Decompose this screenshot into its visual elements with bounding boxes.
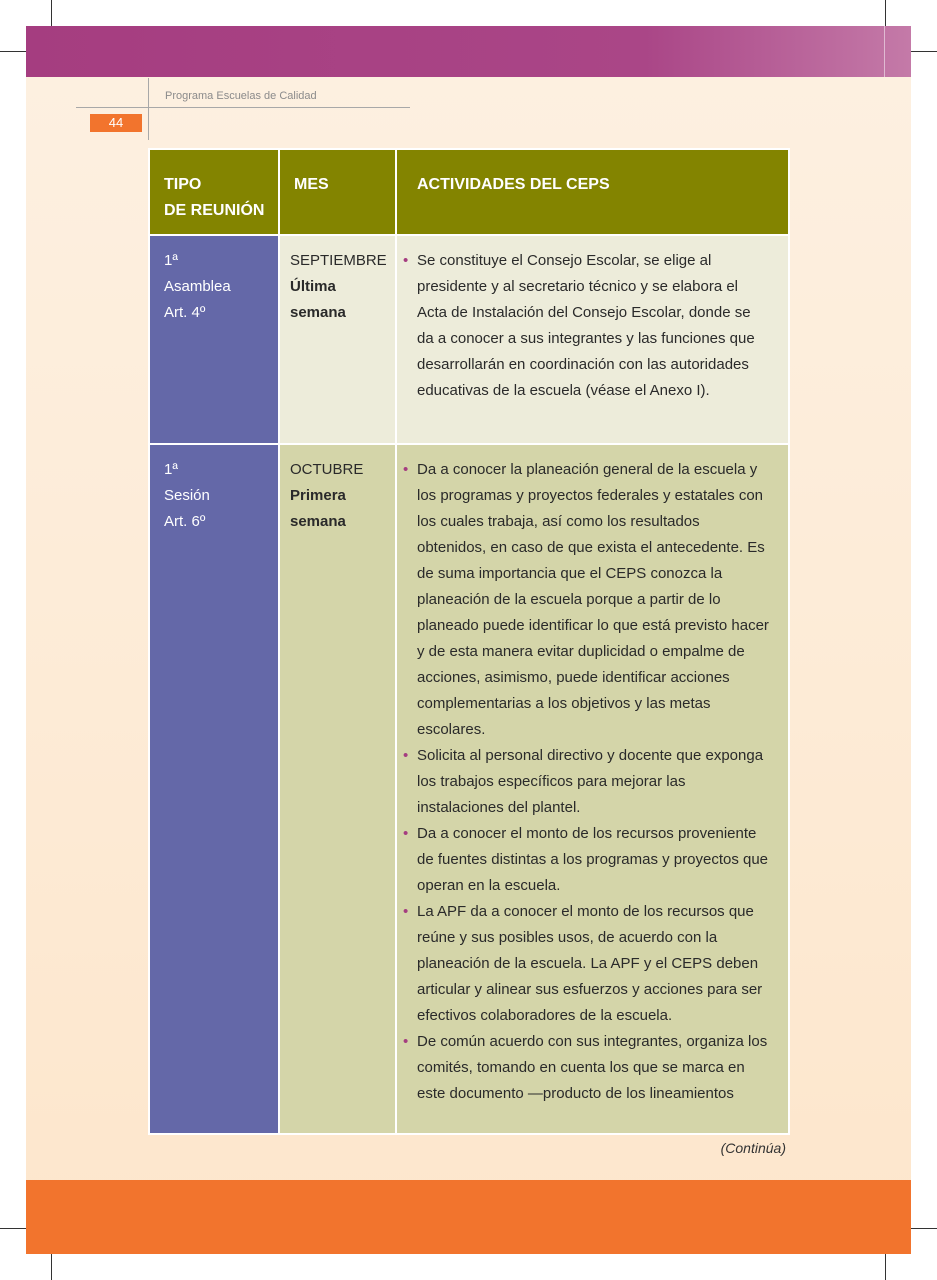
- crop-mark: [0, 1228, 26, 1229]
- header-mes: [279, 149, 396, 235]
- activities-list: [397, 445, 788, 1107]
- tipo-kind: Sesión: [164, 487, 210, 504]
- cell-mes: [279, 444, 396, 1134]
- tipo-kind: Asamblea: [164, 278, 231, 295]
- mes-week-label: semana: [290, 513, 346, 530]
- list-item: • De común acuerdo con sus integrantes, organiza los comités, tomando en cuenta los que se marca en este documento —producto de los lineamientos: [417, 1029, 770, 1107]
- header-actividades: [396, 149, 789, 235]
- cell-actividades: [396, 444, 789, 1134]
- crop-mark: [0, 51, 26, 52]
- crop-mark: [911, 1228, 937, 1229]
- header-rule: [76, 107, 410, 108]
- table-row: [149, 235, 789, 444]
- mes-week-ordinal: Última: [290, 278, 336, 295]
- ceps-activities-table: [148, 148, 790, 1135]
- mes-month: SEPTIEMBRE: [290, 252, 387, 269]
- tipo-ordinal: 1ª: [164, 252, 178, 269]
- header-vertical-rule: [148, 78, 149, 140]
- bottom-color-band: [26, 1180, 911, 1254]
- cell-mes: [279, 235, 396, 444]
- cell-actividades: [396, 235, 789, 444]
- mes-week-ordinal: Primera: [290, 487, 346, 504]
- table-header-row: [149, 149, 789, 235]
- mes-month: OCTUBRE: [290, 461, 364, 478]
- header-mes-label: MES: [294, 176, 329, 193]
- cell-tipo: [149, 235, 279, 444]
- tipo-ordinal: 1ª: [164, 461, 178, 478]
- continues-note: (Continúa): [720, 1140, 786, 1156]
- list-item: • La APF da a conocer el monto de los recursos que reúne y sus posibles usos, de acuerdo con la planeación de la escuela. La APF y el CEPS deben articular y alinear sus esfuerzos y acciones para ser efectivos colaboradores de la escuela.: [417, 899, 770, 1029]
- running-head: Programa Escuelas de Calidad: [165, 90, 317, 102]
- header-tipo-line2: DE REUNIÓN: [164, 202, 265, 219]
- list-item: • Da a conocer la planeación general de la escuela y los programas y proyectos federales y estatales con los cuales trabaja, así como los resultados obtenidos, en caso de que exista el antecedente. Es de suma importancia que el CEPS conozca la planeación de la escuela porque a partir de lo planeado puede identificar lo que está previsto hacer y de esta manera evitar duplicidad o empalme de acciones, asimismo, puede identificar acciones complementarias a los objetivos y las metas escolares.: [417, 457, 770, 743]
- cell-tipo: [149, 444, 279, 1134]
- crop-mark: [885, 0, 886, 26]
- crop-mark: [885, 1254, 886, 1280]
- table-row: [149, 444, 789, 1134]
- top-band-divider: [884, 26, 885, 77]
- list-item: • Solicita al personal directivo y docente que exponga los trabajos específicos para mejorar las instalaciones del plantel.: [417, 743, 770, 821]
- mes-week-label: semana: [290, 304, 346, 321]
- header-tipo-line1: TIPO: [164, 176, 202, 193]
- tipo-article: Art. 6º: [164, 513, 206, 530]
- header-actividades-label: ACTIVIDADES DEL CEPS: [417, 176, 610, 193]
- crop-mark: [51, 1254, 52, 1280]
- list-item: • Se constituye el Consejo Escolar, se elige al presidente y al secretario técnico y se elabora el Acta de Instalación del Consejo Escolar, donde se da a conocer a sus integrantes y las funciones que desarrollarán en coordinación con las autoridades educativas de la escuela (véase el Anexo I).: [417, 248, 770, 404]
- top-color-band: [26, 26, 911, 77]
- crop-mark: [51, 0, 52, 26]
- activities-list: [397, 236, 788, 404]
- header-tipo-de-reunion: [149, 149, 279, 235]
- page-number: 44: [90, 114, 142, 132]
- crop-mark: [911, 51, 937, 52]
- list-item: • Da a conocer el monto de los recursos proveniente de fuentes distintas a los programas y proyectos que operan en la escuela.: [417, 821, 770, 899]
- tipo-article: Art. 4º: [164, 304, 206, 321]
